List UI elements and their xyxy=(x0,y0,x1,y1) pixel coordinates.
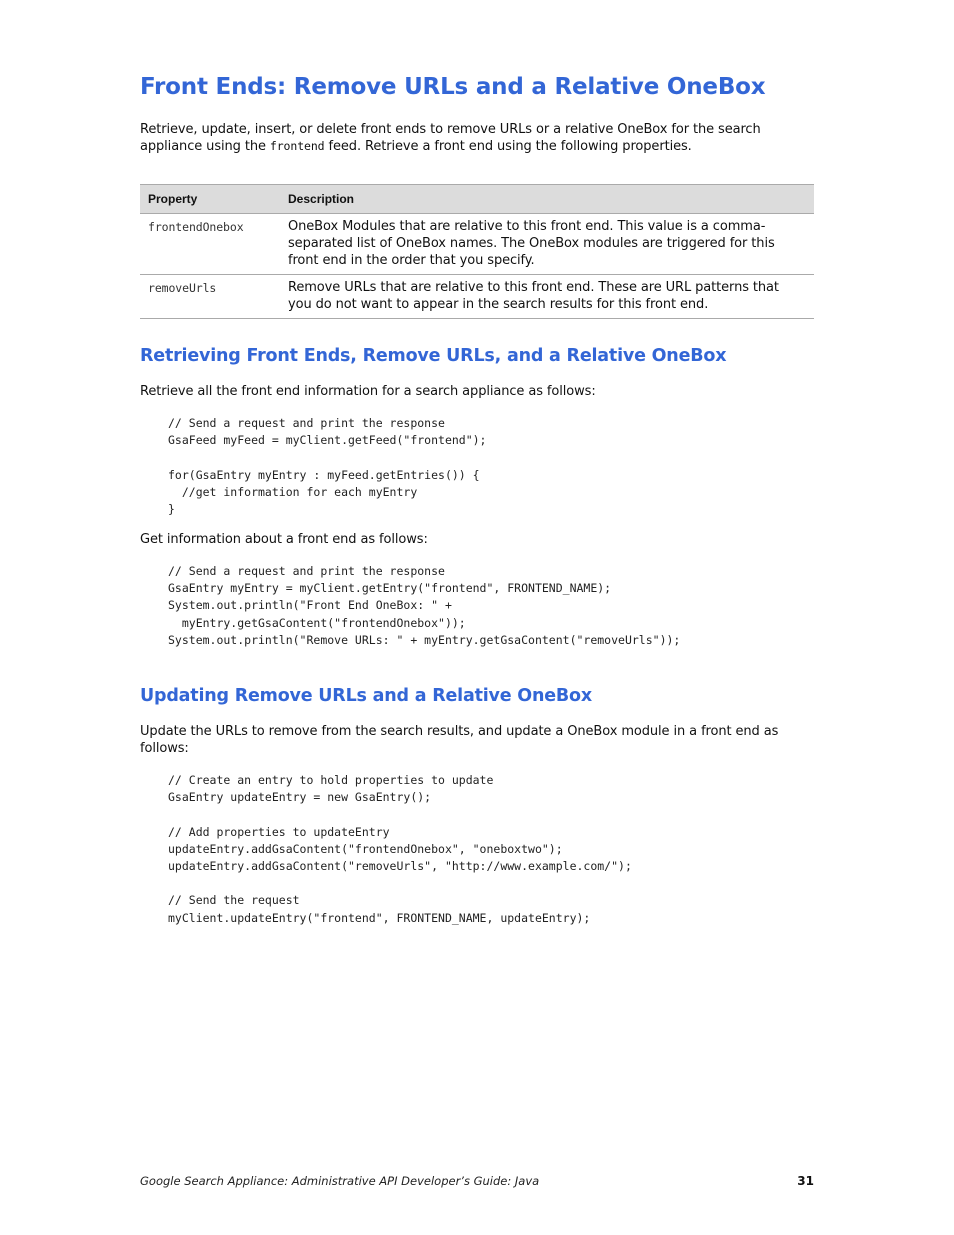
code-block-retrieve-entry: // Send a request and print the response GsaEntry myEntry = myClient.getEntry("frontend", FRONTEND_NAME); System.out.println("Front End OneBox: " + myEntry.getGsaContent("frontendOnebox")); System.out.println("Remove URLs: " + myEntry.getGsaContent("removeUrls")); xyxy=(168,564,681,647)
intro-code: frontend xyxy=(269,139,325,153)
code-block-update: // Create an entry to hold properties to update GsaEntry updateEntry = new GsaEntry(); // Add properties to updateEntry updateEntry.addGsaContent("frontendOnebox", "oneboxtwo"); updateEntry.addGsaContent("removeUrls", "http://www.example.com/"); // Send the request myClient.updateEntry("frontend", FRONTEND_NAME, updateEntry); xyxy=(168,773,632,925)
retrieve-paragraph-2: Get information about a front end as follows: xyxy=(140,532,428,547)
code-block-retrieve-feed: // Send a request and print the response GsaFeed myFeed = myClient.getFeed("frontend"); for(GsaEntry myEntry : myFeed.getEntries()) { //get information for each myEntry } xyxy=(168,416,487,517)
section-heading-retrieve: Retrieving Front Ends, Remove URLs, and a Relative OneBox xyxy=(140,346,727,366)
table-row xyxy=(140,275,814,319)
table-cell-property: removeUrls xyxy=(140,275,280,319)
page-title: Front Ends: Remove URLs and a Relative OneBox xyxy=(140,74,766,100)
footer-document-title: Google Search Appliance: Administrative API Developer’s Guide: Java xyxy=(140,1174,540,1188)
retrieve-paragraph-1: Retrieve all the front end information for a search appliance as follows: xyxy=(140,384,596,399)
update-paragraph: Update the URLs to remove from the search results, and update a OneBox module in a front end as follows: xyxy=(140,724,779,756)
properties-table xyxy=(140,184,814,319)
intro-text-1: Retrieve, update, insert, or delete front ends to remove URLs or a relative OneBox for the search appliance using the xyxy=(140,122,761,154)
table-row xyxy=(140,214,814,275)
table-header-property: Property xyxy=(140,185,280,214)
table-cell-description: OneBox Modules that are relative to this front end. This value is a comma-separated list of OneBox names. The OneBox modules are triggered for this front end in the order that you specify. xyxy=(280,214,814,275)
table-cell-property: frontendOnebox xyxy=(140,214,280,275)
table-header-description: Description xyxy=(280,185,814,214)
footer-page-number: 31 xyxy=(797,1174,814,1188)
section-heading-update: Updating Remove URLs and a Relative OneBox xyxy=(140,686,592,706)
table-header-row xyxy=(140,185,814,214)
intro-paragraph xyxy=(140,121,814,155)
table-cell-description: Remove URLs that are relative to this front end. These are URL patterns that you do not want to appear in the search results for this front end. xyxy=(280,275,814,319)
intro-text-2: feed. Retrieve a front end using the following properties. xyxy=(324,139,692,154)
